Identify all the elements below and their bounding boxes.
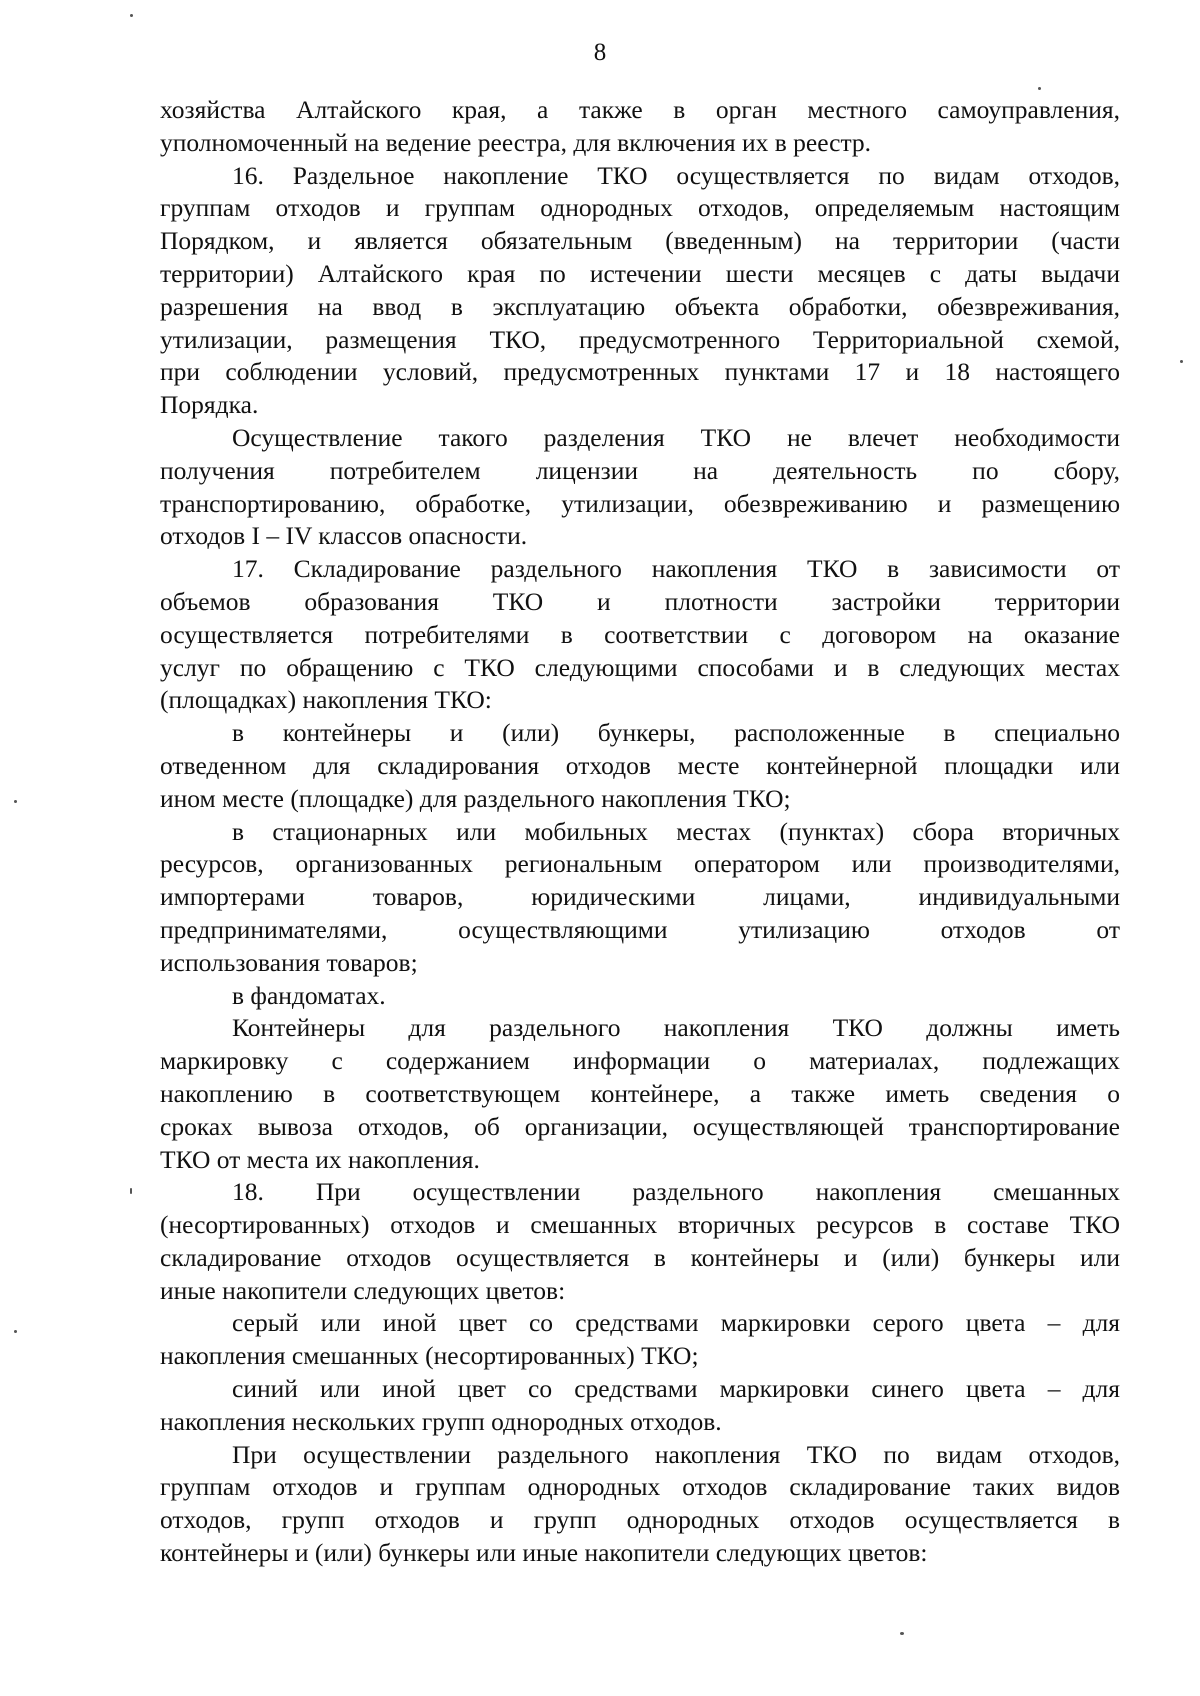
text-line: Порядком, и является обязательным (введенным) на территории (части (160, 226, 1120, 256)
text-line: осуществляется потребителями в соответствии с договором на оказание (160, 619, 1120, 649)
text-line: маркировку с содержанием информации о материалах, подлежащих (160, 1046, 1120, 1076)
text-line: хозяйства Алтайского края, а также в орган местного самоуправления, (160, 95, 1120, 124)
text-line: в фандоматах. (232, 980, 386, 1010)
text-line: 17. Складирование раздельного накопления ТКО в зависимости от (232, 554, 1120, 584)
text-line: отходов, групп отходов и групп однородных отходов осуществляется в (160, 1505, 1120, 1535)
scan-speck (1038, 87, 1041, 90)
text-line: серый или иной цвет со средствами маркировки серого цвета – для (232, 1308, 1120, 1338)
text-line: утилизации, размещения ТКО, предусмотренного Территориальной схемой, (160, 324, 1120, 354)
text-line: при соблюдении условий, предусмотренных пунктами 17 и 18 настоящего (160, 357, 1120, 387)
text-line: использования товаров; (160, 947, 418, 977)
text-line: (площадках) накопления ТКО: (160, 685, 492, 715)
text-line: в контейнеры и (или) бункеры, расположенные в специально (232, 718, 1120, 748)
text-line: разрешения на ввод в эксплуатацию объекта обработки, обезвреживания, (160, 291, 1120, 321)
text-line: Осуществление такого разделения ТКО не влечет необходимости (232, 422, 1120, 452)
text-line: отходов I – IV классов опасности. (160, 521, 528, 551)
text-line: накопления нескольких групп однородных отходов. (160, 1406, 722, 1436)
text-line: получения потребителем лицензии на деятельность по сбору, (160, 455, 1120, 485)
text-line: Контейнеры для раздельного накопления ТКО должны иметь (232, 1013, 1120, 1043)
text-line: ином месте (площадке) для раздельного накопления ТКО; (160, 783, 791, 813)
scan-speck (1180, 360, 1183, 363)
text-line: ТКО от места их накопления. (160, 1144, 480, 1174)
text-line: объемов образования ТКО и плотности застройки территории (160, 586, 1120, 616)
scan-speck (130, 1188, 132, 1194)
text-line: контейнеры и (или) бункеры или иные накопители следующих цветов: (160, 1538, 928, 1568)
text-line: в стационарных или мобильных местах (пунктах) сбора вторичных (232, 816, 1120, 846)
scan-speck (130, 14, 133, 17)
text-line: транспортированию, обработке, утилизации, обезвреживанию и размещению (160, 488, 1120, 518)
text-line: импортерами товаров, юридическими лицами, индивидуальными (160, 882, 1120, 912)
text-line: предпринимателями, осуществляющими утилизацию отходов от (160, 914, 1120, 944)
scan-speck (900, 1632, 904, 1635)
page-number: 8 (593, 39, 607, 66)
text-line: синий или иной цвет со средствами маркировки синего цвета – для (232, 1374, 1120, 1404)
scan-speck (14, 800, 17, 803)
text-line: 18. При осуществлении раздельного накопления смешанных (232, 1177, 1120, 1207)
scan-speck (14, 1330, 17, 1333)
text-line: услуг по обращению с ТКО следующими способами и в следующих местах (160, 652, 1120, 682)
text-line: Порядка. (160, 390, 259, 420)
text-line: накоплению в соответствующем контейнере, а также иметь сведения о (160, 1078, 1120, 1108)
text-line: складирование отходов осуществляется в контейнеры и (или) бункеры или (160, 1242, 1120, 1272)
text-line: накопления смешанных (несортированных) ТКО; (160, 1341, 699, 1371)
text-line: сроках вывоза отходов, об организации, осуществляющей транспортирование (160, 1111, 1120, 1141)
text-line: (несортированных) отходов и смешанных вторичных ресурсов в составе ТКО (160, 1210, 1120, 1240)
text-line: группам отходов и группам однородных отходов складирование таких видов (160, 1472, 1120, 1502)
text-line: отведенном для складирования отходов месте контейнерной площадки или (160, 750, 1120, 780)
text-line: группам отходов и группам однородных отходов, определяемым настоящим (160, 193, 1120, 223)
text-line: территории) Алтайского края по истечении шести месяцев с даты выдачи (160, 258, 1120, 288)
text-line: При осуществлении раздельного накопления ТКО по видам отходов, (232, 1439, 1120, 1469)
text-line: иные накопители следующих цветов: (160, 1275, 566, 1305)
text-line: уполномоченный на ведение реестра, для включения их в реестр. (160, 127, 872, 157)
text-line: ресурсов, организованных региональным оператором или производителями, (160, 849, 1120, 879)
document-body (160, 94, 1120, 1570)
text-line: 16. Раздельное накопление ТКО осуществляется по видам отходов, (232, 160, 1120, 190)
